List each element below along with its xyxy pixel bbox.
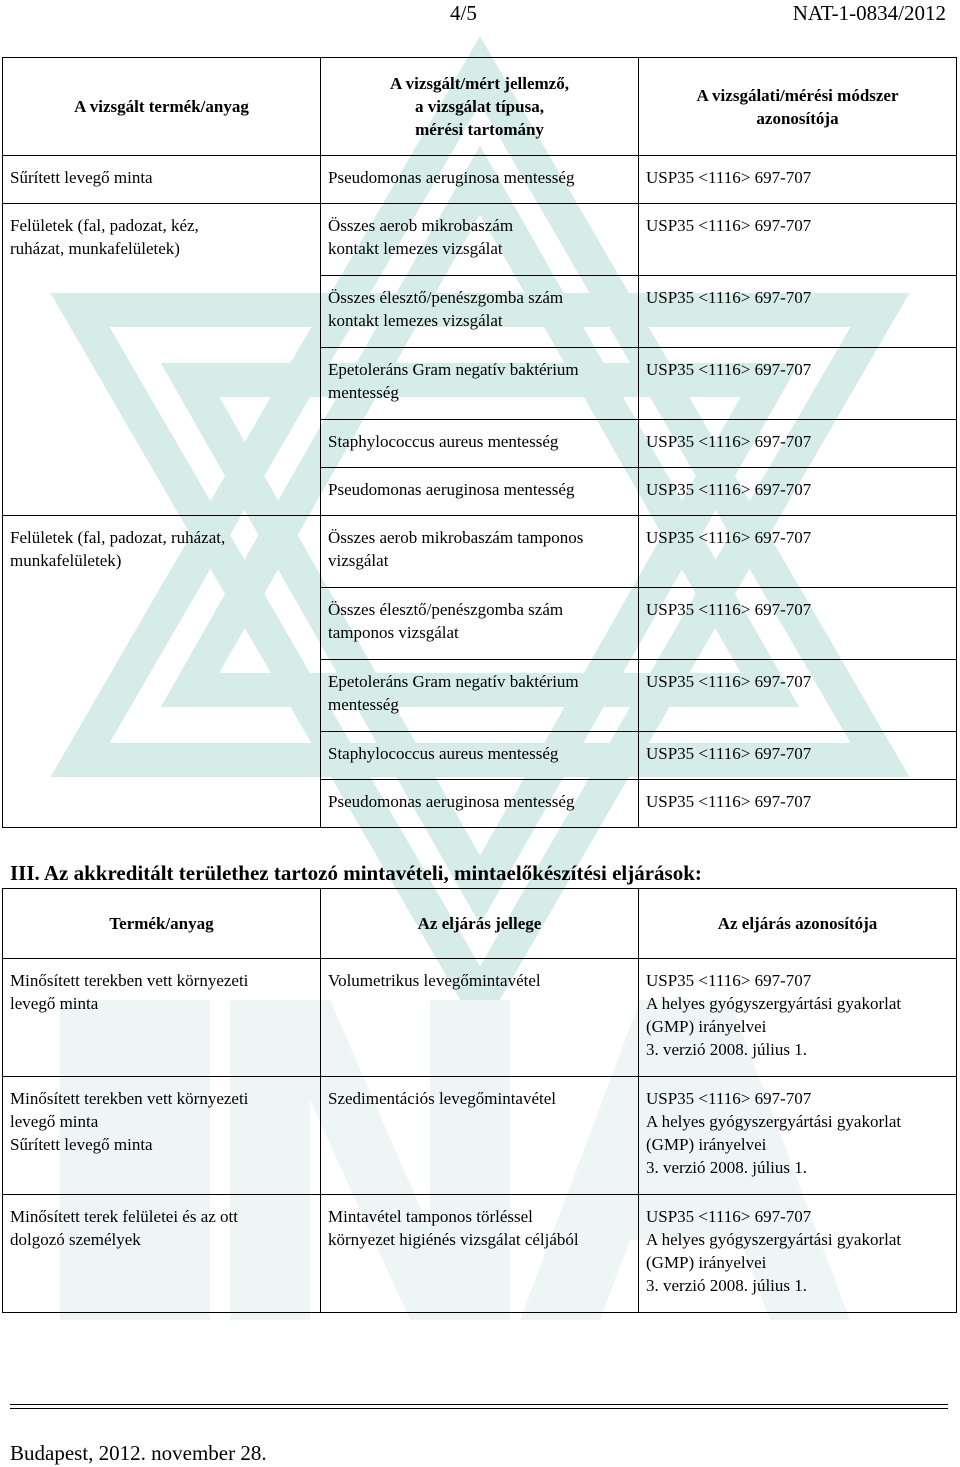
test-cell-text: Epetoleráns Gram negatív baktérium mentesség (328, 360, 579, 402)
method-cell (639, 420, 957, 468)
test-cell-text: Pseudomonas aeruginosa mentesség (328, 480, 575, 499)
test-cell-text: Összes aerob mikrobaszám tamponos vizsgálat (328, 528, 584, 570)
method-cell (639, 660, 957, 732)
test-cell (321, 732, 639, 780)
test-cell-text: Epetoleráns Gram negatív baktérium mentesség (328, 672, 579, 714)
method-cell (639, 780, 957, 828)
test-cell-text: Összes élesztő/penészgomba szám tamponos vizsgálat (328, 600, 564, 642)
procedure-id-cell (639, 959, 957, 1077)
procedure-cell (321, 1195, 639, 1313)
col-header-product (3, 889, 321, 959)
test-cell (321, 276, 639, 348)
procedure-cell (321, 959, 639, 1077)
method-cell-text: USP35 <1116> 697-707 (646, 672, 812, 691)
test-cell-text: Staphylococcus aureus mentesség (328, 744, 559, 763)
col-header-test-label: A vizsgált/mért jellemző, a vizsgálat típusa, mérési tartomány (390, 74, 569, 139)
footer-divider (10, 1408, 948, 1409)
method-cell-text: USP35 <1116> 697-707 (646, 432, 812, 451)
product-cell-text: Felületek (fal, padozat, kéz, ruházat, munkafelületek) (10, 216, 199, 258)
method-cell (639, 732, 957, 780)
product-cell-text: Minősített terekben vett környezeti levegő minta (10, 971, 249, 1013)
procedure-id-cell-text: USP35 <1116> 697-707 A helyes gyógyszergyártási gyakorlat (GMP) irányelvei 3. verzió 2008. július 1. (646, 971, 902, 1059)
method-cell (639, 516, 957, 588)
table-row (3, 1195, 957, 1313)
col-header-procedure-id (639, 889, 957, 959)
col-header-product-label: Termék/anyag (109, 914, 214, 933)
product-cell (3, 1195, 321, 1313)
method-cell-text: USP35 <1116> 697-707 (646, 288, 812, 307)
table-row (3, 156, 957, 204)
test-cell (321, 348, 639, 420)
method-cell-text: USP35 <1116> 697-707 (646, 360, 812, 379)
col-header-product (3, 58, 321, 156)
col-header-procedure-label: Az eljárás jellege (417, 914, 542, 933)
col-header-method-label: A vizsgálati/mérési módszer azonosítója (696, 85, 899, 128)
accreditation-table (2, 57, 957, 828)
table-header-row (3, 889, 957, 959)
footer-place-date: Budapest, 2012. november 28. (10, 1441, 267, 1465)
product-cell (3, 204, 321, 516)
col-header-test (321, 58, 639, 156)
document-code: NAT-1-0834/2012 (792, 1, 946, 25)
product-cell-text: Sűrített levegő minta (10, 168, 153, 187)
table-row (3, 959, 957, 1077)
method-cell (639, 204, 957, 276)
method-cell (639, 156, 957, 204)
test-cell (321, 468, 639, 516)
test-cell (321, 588, 639, 660)
test-cell (321, 780, 639, 828)
test-cell-text: Összes aerob mikrobaszám kontakt lemezes vizsgálat (328, 216, 514, 258)
method-cell-text: USP35 <1116> 697-707 (646, 792, 812, 811)
footer-divider (10, 1404, 948, 1405)
method-cell (639, 468, 957, 516)
method-cell (639, 348, 957, 420)
test-cell-text: Pseudomonas aeruginosa mentesség (328, 168, 575, 187)
test-cell (321, 516, 639, 588)
test-cell (321, 420, 639, 468)
method-cell (639, 276, 957, 348)
procedure-id-cell (639, 1195, 957, 1313)
procedure-id-cell-text: USP35 <1116> 697-707 A helyes gyógyszergyártási gyakorlat (GMP) irányelvei 3. verzió 2008. július 1. (646, 1089, 902, 1177)
product-cell-text: Minősített terek felületei és az ott dolgozó személyek (10, 1207, 239, 1249)
test-cell (321, 660, 639, 732)
method-cell-text: USP35 <1116> 697-707 (646, 216, 812, 235)
product-cell-text: Minősített terekben vett környezeti levegő minta Sűrített levegő minta (10, 1089, 249, 1154)
procedure-cell (321, 1077, 639, 1195)
table-row (3, 516, 957, 588)
col-header-procedure-id-label: Az eljárás azonosítója (717, 914, 878, 933)
col-header-procedure (321, 889, 639, 959)
test-cell (321, 204, 639, 276)
method-cell (639, 588, 957, 660)
method-cell-text: USP35 <1116> 697-707 (646, 528, 812, 547)
method-cell-text: USP35 <1116> 697-707 (646, 480, 812, 499)
test-cell-text: Staphylococcus aureus mentesség (328, 432, 559, 451)
product-cell (3, 516, 321, 828)
sampling-procedures-table (2, 888, 957, 1313)
product-cell (3, 1077, 321, 1195)
test-cell (321, 156, 639, 204)
procedure-cell-text: Szedimentációs levegőmintavétel (328, 1089, 557, 1108)
product-cell (3, 959, 321, 1077)
col-header-method (639, 58, 957, 156)
table-row (3, 204, 957, 276)
procedure-cell-text: Mintavétel tamponos törléssel környezet higiénés vizsgálat céljából (328, 1207, 579, 1249)
product-cell (3, 156, 321, 204)
table-row (3, 1077, 957, 1195)
test-cell-text: Pseudomonas aeruginosa mentesség (328, 792, 575, 811)
procedure-id-cell-text: USP35 <1116> 697-707 A helyes gyógyszergyártási gyakorlat (GMP) irányelvei 3. verzió 2008. július 1. (646, 1207, 902, 1295)
col-header-product-label: A vizsgált termék/anyag (74, 97, 249, 116)
procedure-id-cell (639, 1077, 957, 1195)
procedure-cell-text: Volumetrikus levegőmintavétel (328, 971, 541, 990)
product-cell-text: Felületek (fal, padozat, ruházat, munkafelületek) (10, 528, 226, 570)
method-cell-text: USP35 <1116> 697-707 (646, 600, 812, 619)
section-3-title: III. Az akkreditált területhez tartozó mintavételi, mintaelőkészítési eljárások: (10, 861, 702, 885)
table-header-row (3, 58, 957, 156)
test-cell-text: Összes élesztő/penészgomba szám kontakt lemezes vizsgálat (328, 288, 564, 330)
method-cell-text: USP35 <1116> 697-707 (646, 168, 812, 187)
method-cell-text: USP35 <1116> 697-707 (646, 744, 812, 763)
page-number: 4/5 (450, 1, 477, 25)
